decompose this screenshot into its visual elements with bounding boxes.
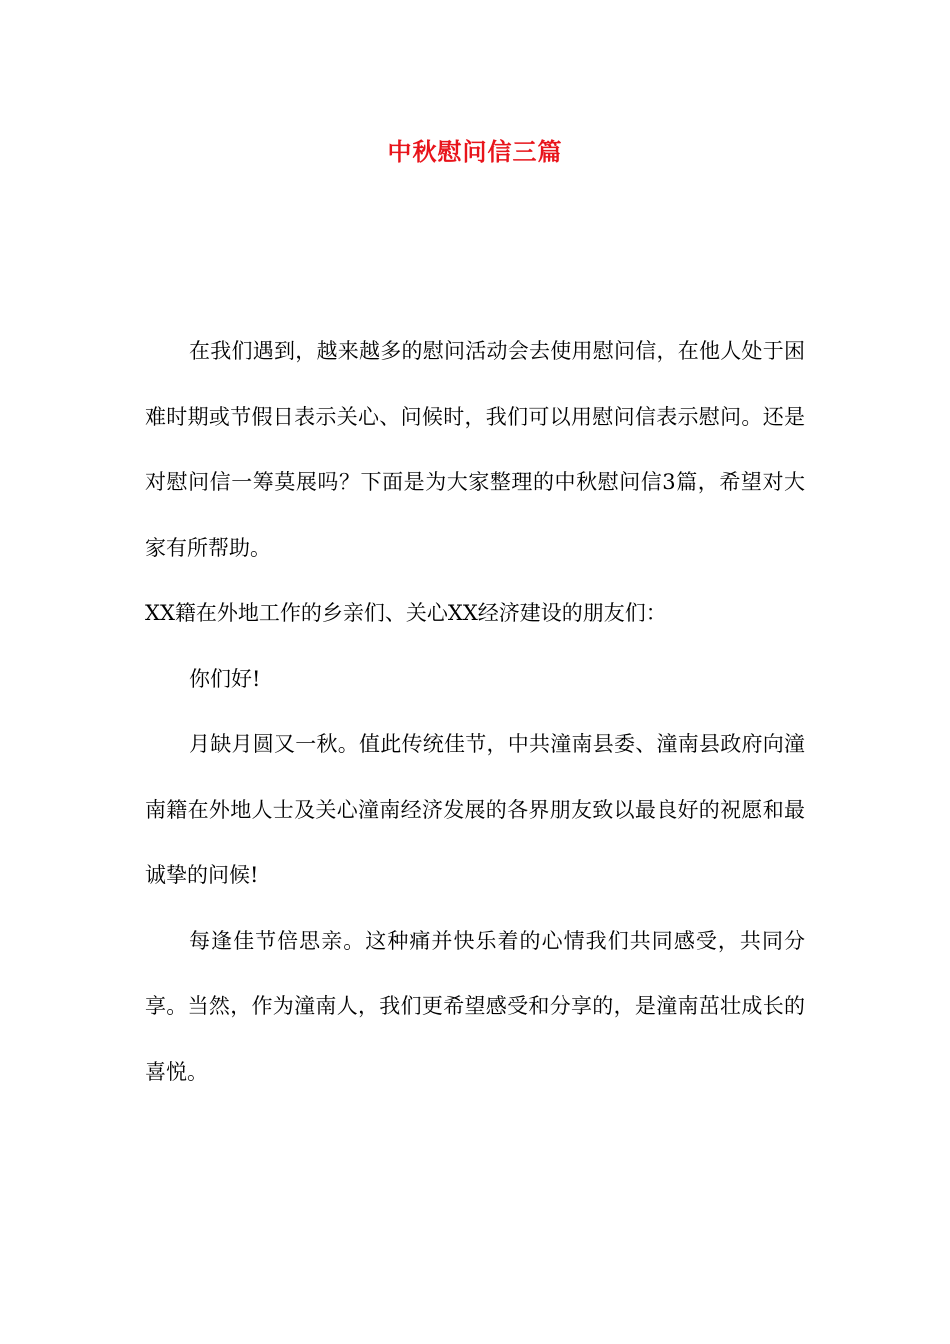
body-paragraph: 月缺月圆又一秋。值此传统佳节，中共潼南县委、潼南县政府向潼南籍在外地人士及关心潼南经济发展的各界朋友致以最良好的祝愿和最诚挚的问候!	[145, 732, 805, 887]
salutation-line: XX籍在外地工作的乡亲们、关心XX经济建设的朋友们：	[145, 601, 667, 625]
document-body	[145, 319, 805, 1105]
body-paragraph: 每逢佳节倍思亲。这种痛并快乐着的心情我们共同感受，共同分享。当然，作为潼南人，我们更希望感受和分享的，是潼南茁壮成长的喜悦。	[145, 928, 805, 1084]
intro-paragraph: 在我们遇到，越来越多的慰问活动会去使用慰问信，在他人处于困难时期或节假日表示关心、问候时，我们可以用慰问信表示慰问。还是对慰问信一筹莫展吗？下面是为大家整理的中秋慰问信3篇，希望对大家有所帮助。	[145, 339, 805, 560]
document-title: 中秋慰问信三篇	[387, 137, 563, 166]
greeting-line: 你们好!	[189, 666, 261, 691]
